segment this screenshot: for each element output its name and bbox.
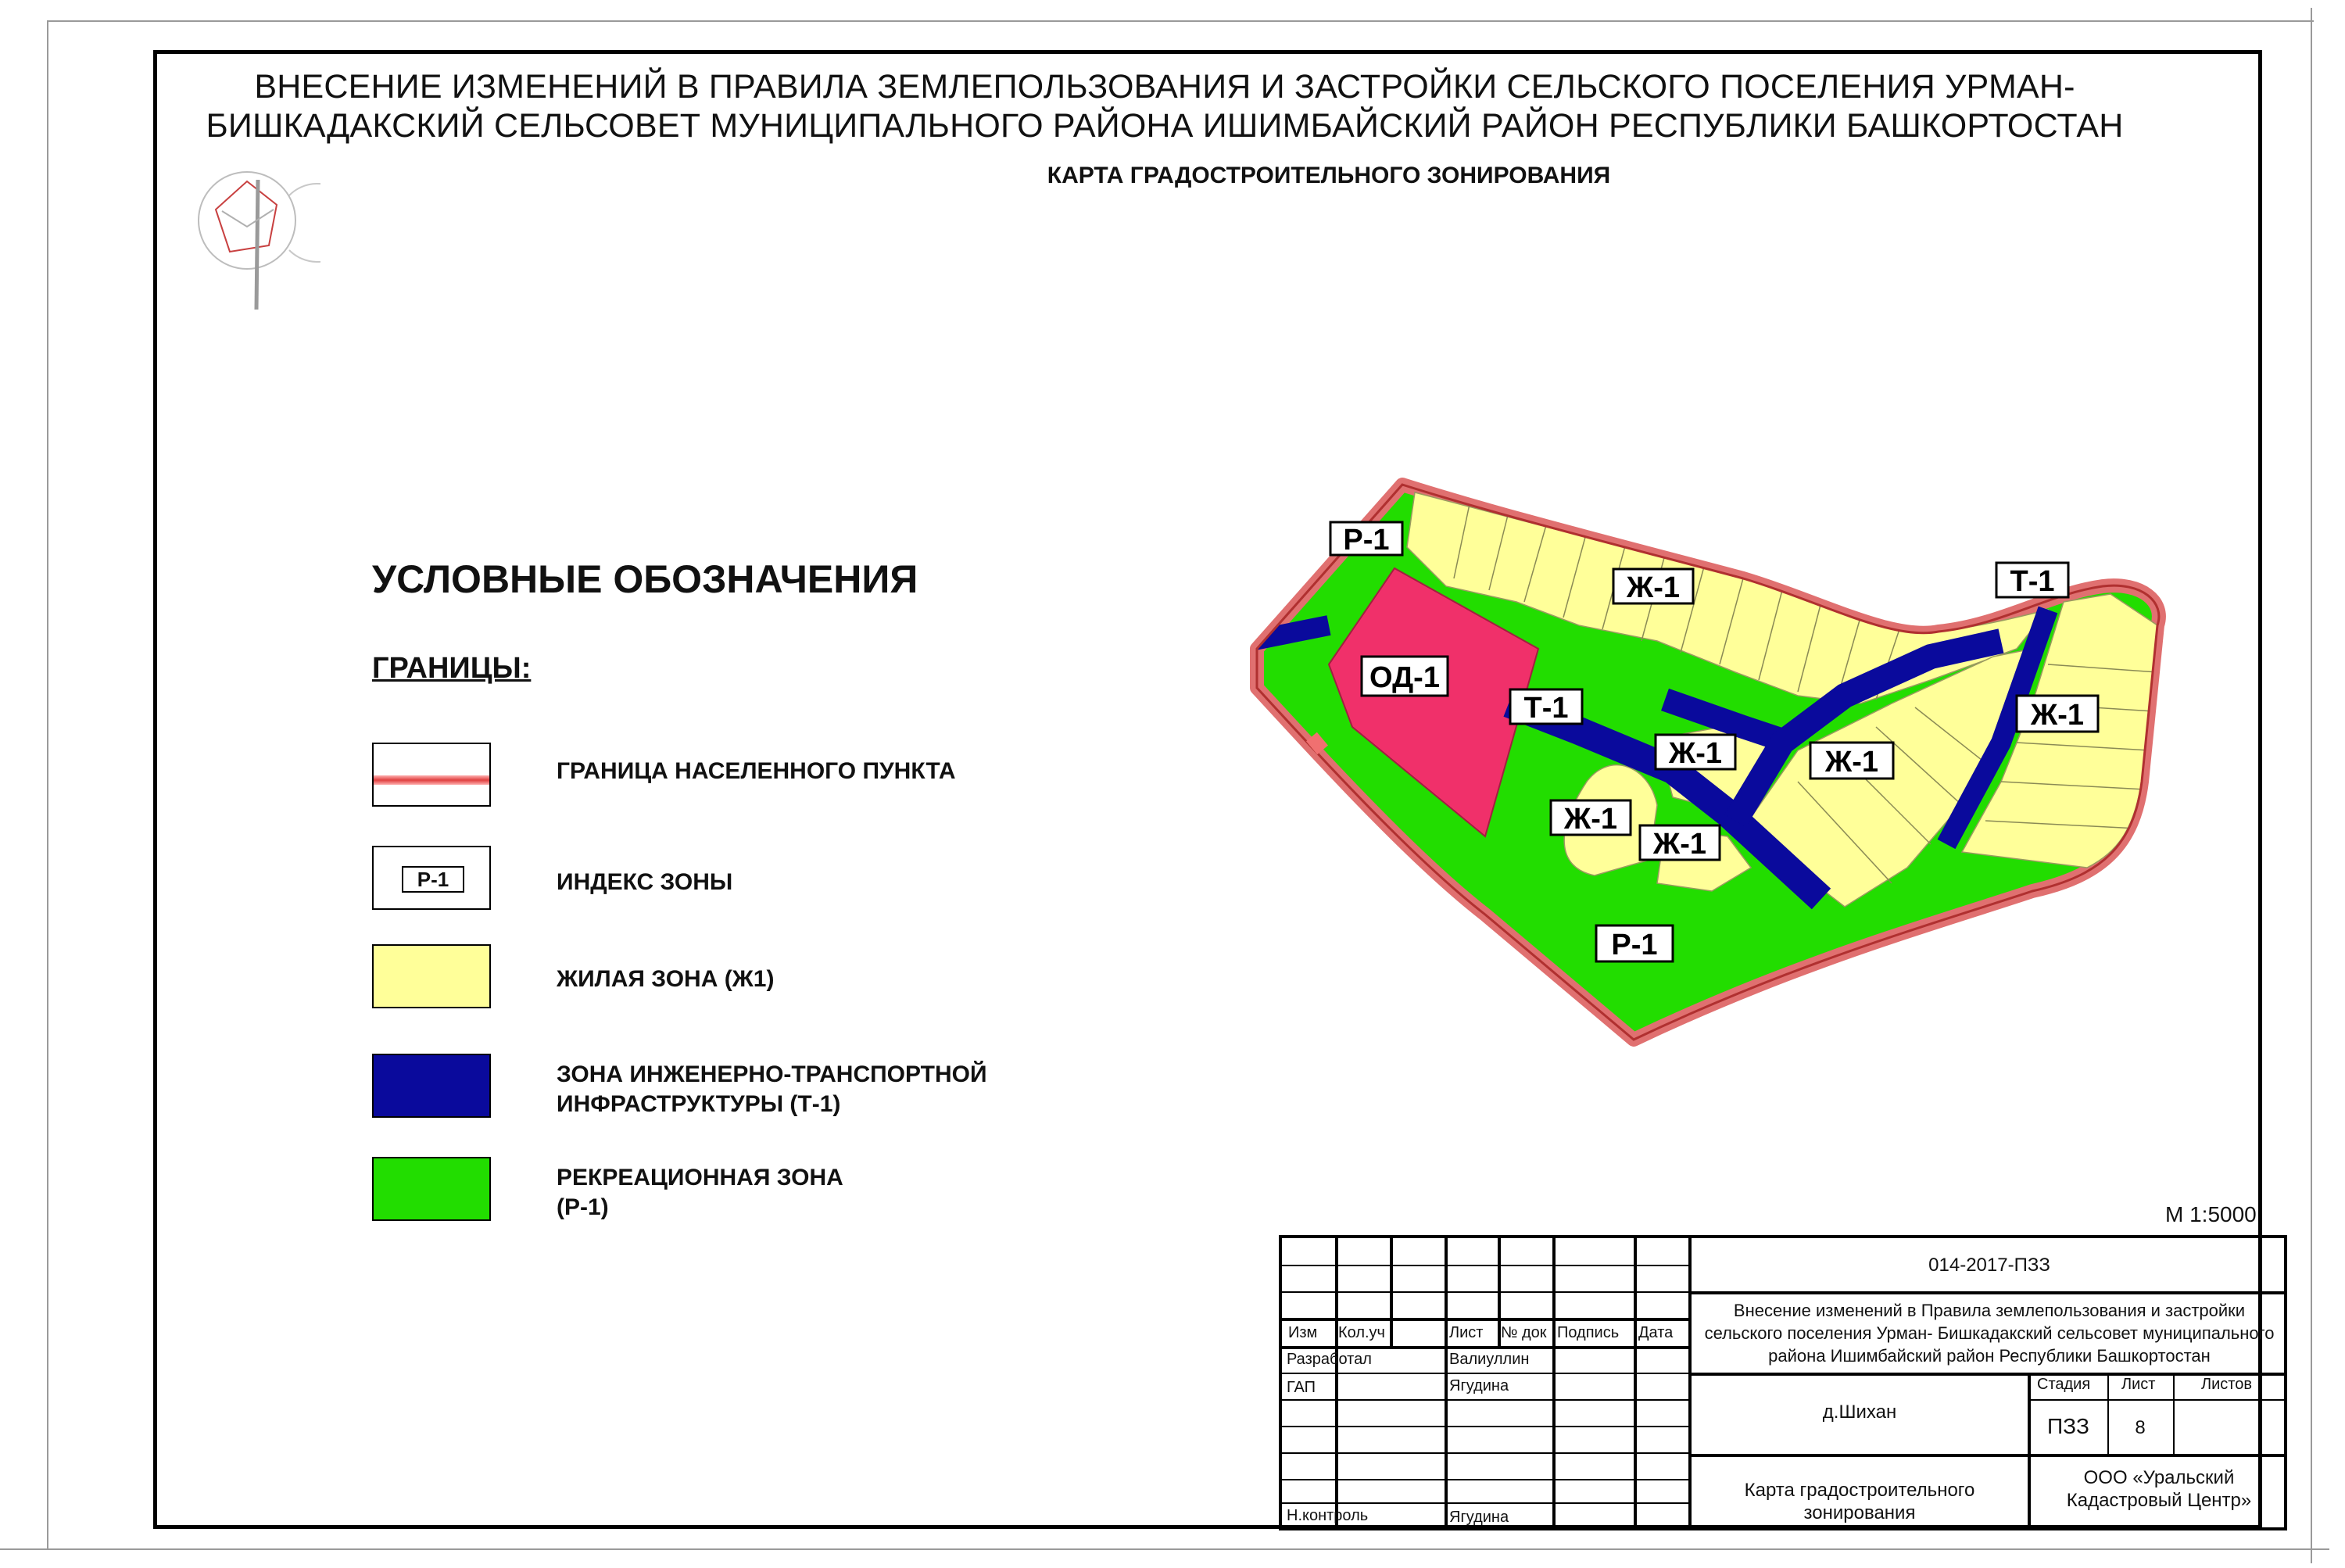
stamp-sheet: 8 — [2135, 1417, 2146, 1438]
stamp-header-doc: № док — [1501, 1324, 1547, 1341]
stamp-grid-line — [1390, 1238, 1393, 1348]
crop-line-bottom — [0, 1548, 2329, 1550]
compass-logo-icon — [195, 164, 320, 320]
stamp-place: д.Шихан — [1822, 1402, 1897, 1423]
stamp-grid-line — [2028, 1399, 2287, 1401]
stamp-name-control: Ягудина — [1449, 1509, 1509, 1526]
stamp-stage: ПЗЗ — [2047, 1414, 2089, 1438]
stamp-grid-line — [1282, 1318, 1688, 1321]
zone-label-od1 — [1362, 657, 1448, 696]
title-line-1: ВНЕСЕНИЕ ИЗМЕНЕНИЙ В ПРАВИЛА ЗЕМЛЕПОЛЬЗОВАНИЯ И ЗАСТРОЙКИ СЕЛЬСКОГО ПОСЕЛЕНИЯ УРМАН- — [254, 68, 2075, 106]
stamp-header-list: Лист — [1449, 1324, 1484, 1341]
stamp-grid-line — [1282, 1399, 1688, 1401]
zone-label-zh1-mid — [1810, 743, 1893, 779]
zone-label-zh1-top — [1613, 569, 1693, 604]
stamp-grid-line — [1282, 1479, 1688, 1480]
zone-label-t1-right-text: Т-1 — [2010, 565, 2055, 598]
legend-heading: УСЛОВНЫЕ ОБОЗНАЧЕНИЯ — [372, 557, 918, 601]
stamp-description — [1692, 1299, 2287, 1367]
zone-label-zh1-small-text: Ж-1 — [1652, 828, 1707, 861]
zone-label-t1-center-text: Т-1 — [1523, 692, 1569, 725]
stamp-organization-line1: ООО «Уральский — [2083, 1467, 2235, 1488]
zone-label-r1-top — [1330, 522, 1402, 557]
zone-label-zh1-east — [2017, 696, 2098, 732]
stamp-grid-line — [1445, 1238, 1448, 1527]
crop-line-top — [47, 20, 2314, 22]
stamp-grid-line — [2107, 1373, 2109, 1454]
map-subtitle: КАРТА ГРАДОСТРОИТЕЛЬНОГО ЗОНИРОВАНИЯ — [1047, 163, 1611, 188]
stamp-name-developer: Валиуллин — [1449, 1351, 1530, 1368]
stamp-header-sign: Подпись — [1557, 1324, 1620, 1341]
stamp-stage-header: Стадия — [2037, 1376, 2091, 1393]
zone-label-zh1-east-text: Ж-1 — [2030, 699, 2085, 732]
legend-swatch-transport — [372, 1054, 491, 1118]
stamp-description-line3: района Ишимбайский район Республики Башкортостан — [1768, 1346, 2211, 1366]
stamp-grid-line — [1552, 1238, 1556, 1527]
stamp-grid-line — [2173, 1373, 2175, 1454]
legend-label-boundary: ГРАНИЦА НАСЕЛЕННОГО ПУНКТА — [557, 758, 956, 784]
legend-swatch-zone-index — [372, 846, 491, 910]
legend-swatch-recreation — [372, 1157, 491, 1221]
stamp-grid-line — [1282, 1346, 1688, 1349]
zone-label-od1-text: ОД-1 — [1369, 661, 1440, 694]
zone-label-r1-top-text: Р-1 — [1343, 524, 1390, 557]
stamp-role-gap: ГАП — [1287, 1379, 1316, 1396]
legend-label-recreation-line2: (Р-1) — [557, 1194, 609, 1220]
stamp-grid-line — [1282, 1502, 1688, 1504]
stamp-header-kol: Кол.уч — [1338, 1324, 1385, 1341]
zone-label-zh1-mid-text: Ж-1 — [1824, 746, 1879, 779]
zone-label-zh1-left — [1551, 800, 1631, 836]
legend-swatch-boundary — [372, 743, 491, 807]
zone-label-zh1-left-text: Ж-1 — [1563, 803, 1618, 836]
stamp-grid-line — [1282, 1426, 1688, 1427]
stamp-grid-line — [1688, 1454, 2287, 1457]
legend-label-residential: ЖИЛАЯ ЗОНА (Ж1) — [557, 966, 775, 992]
legend-label-transport-line2: ИНФРАСТРУКТУРЫ (Т-1) — [557, 1091, 841, 1117]
zone-label-zh1-center-text: Ж-1 — [1668, 737, 1723, 770]
stamp-grid-line — [1282, 1452, 1688, 1454]
stamp-header-date: Дата — [1638, 1324, 1674, 1341]
stamp-name-gap: Ягудина — [1449, 1377, 1509, 1394]
stamp-description-line2: сельского поселения Урман- Бишкадакский сельсовет муниципального — [1704, 1323, 2275, 1343]
crop-line-right — [2311, 8, 2312, 1563]
stamp-grid-line — [1688, 1291, 2287, 1294]
legend-swatch-residential — [372, 944, 491, 1008]
stamp-sheets-header: Листов — [2201, 1376, 2252, 1393]
stamp-doc-code: 014-2017-ПЗЗ — [1928, 1255, 2050, 1276]
stamp-grid-line — [1688, 1373, 2287, 1376]
title-line-2: БИШКАДАКСКИЙ СЕЛЬСОВЕТ МУНИЦИПАЛЬНОГО РАЙОНА ИШИМБАЙСКИЙ РАЙОН РЕСПУБЛИКИ БАШКОРТОСТАН — [206, 107, 2124, 145]
stamp-header-izm: Изм — [1288, 1324, 1318, 1341]
stamp-grid-line — [1282, 1373, 1688, 1374]
stamp-organization — [2031, 1466, 2287, 1512]
stamp-map-title: Карта градостроительного зонирования — [1744, 1480, 1975, 1523]
stamp-organization-line2: Кадастровый Центр» — [2066, 1490, 2252, 1511]
legend-label-transport-line1: ЗОНА ИНЖЕНЕРНО-ТРАНСПОРТНОЙ — [557, 1061, 987, 1087]
zone-label-r1-bottom — [1596, 925, 1673, 961]
zoning-map — [1219, 453, 2189, 1079]
legend-label-recreation-line1: РЕКРЕАЦИОННАЯ ЗОНА — [557, 1165, 843, 1190]
zone-label-zh1-small — [1640, 825, 1720, 861]
legend-label-zone-index: ИНДЕКС ЗОНЫ — [557, 869, 733, 895]
crop-line-left — [47, 20, 48, 1548]
zone-label-zh1-top-text: Ж-1 — [1626, 571, 1681, 604]
stamp-role-control: Н.контроль — [1287, 1507, 1369, 1524]
stamp-role-developer: Разработал — [1287, 1351, 1372, 1368]
legend-zone-index-sample: Р-1 — [402, 866, 464, 893]
zone-label-r1-bottom-text: Р-1 — [1611, 929, 1658, 961]
page-title — [188, 67, 2142, 145]
stamp-sheet-header: Лист — [2121, 1376, 2156, 1393]
stamp-grid-line — [1634, 1238, 1637, 1527]
stamp-grid-line — [1335, 1238, 1338, 1527]
title-block — [1279, 1235, 2287, 1530]
stamp-description-line1: Внесение изменений в Правила землепользования и застройки — [1733, 1301, 2246, 1320]
stamp-grid-line — [1282, 1291, 1688, 1293]
legend-label-transport — [557, 1060, 987, 1119]
zone-label-t1-right — [1996, 563, 2068, 598]
map-scale: М 1:5000 — [2165, 1202, 2257, 1226]
legend-section-boundaries: ГРАНИЦЫ: — [372, 652, 532, 685]
legend-label-recreation — [557, 1163, 843, 1223]
zone-label-t1-center — [1510, 689, 1582, 725]
stamp-grid-line — [1282, 1265, 1688, 1266]
zone-label-zh1-center — [1656, 735, 1735, 770]
